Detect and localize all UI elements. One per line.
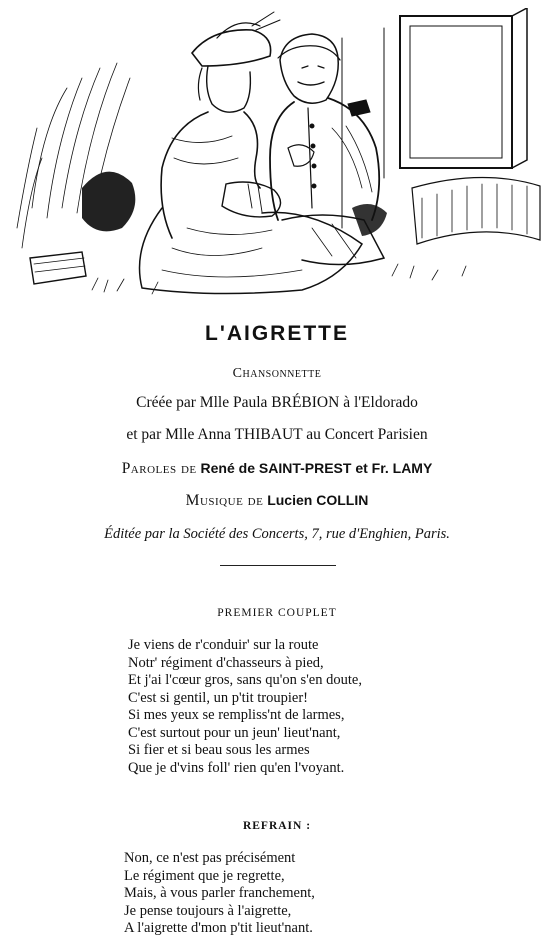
publisher-line: Éditée par la Société des Concerts, 7, rue d'Enghien, Paris. xyxy=(104,526,450,542)
lyricist-conjunction: et xyxy=(355,460,368,476)
verse-line: Je pense toujours à l'aigrette, xyxy=(124,902,292,919)
creation-suffix: au Concert Parisien xyxy=(306,426,428,443)
creation-line-eldorado xyxy=(0,394,554,412)
verse-line: Et j'ai l'cœur gros, sans qu'on s'en doute, xyxy=(128,672,362,688)
music-credit xyxy=(0,492,554,510)
performer-name: BRÉBION xyxy=(271,394,340,411)
lyrics-credit xyxy=(0,460,554,478)
verse-line: Si mes yeux se rempliss'nt de larmes, xyxy=(128,707,345,723)
performer-name: THIBAUT xyxy=(234,426,303,443)
creation-prefix: et par Mlle Anna xyxy=(126,426,231,443)
verse-line: Si fier et si beau sous les armes xyxy=(128,742,310,758)
composer-name: Lucien COLLIN xyxy=(267,492,369,508)
illustration-engraving xyxy=(12,8,542,300)
refrain-verse xyxy=(124,850,315,938)
verse-line: Mais, à vous parler franchement, xyxy=(124,885,315,901)
lyrics-label: Paroles de xyxy=(121,460,197,477)
verse-line: Non, ce n'est pas précisément xyxy=(124,850,296,866)
section-divider xyxy=(220,565,336,566)
refrain-heading: REFRAIN : xyxy=(242,820,312,832)
couplet-heading: PREMIER COUPLET xyxy=(217,607,337,619)
music-label: Musique de xyxy=(185,492,264,509)
song-genre: Chansonnette xyxy=(232,366,322,381)
couplet-verse xyxy=(128,637,362,777)
creation-suffix: à l'Eldorado xyxy=(343,394,418,411)
verse-line: Notr' régiment d'chasseurs à pied, xyxy=(128,654,324,671)
lyricist-1: René de SAINT-PREST xyxy=(200,460,352,476)
verse-line: Le régiment que je regrette, xyxy=(124,867,285,884)
creation-prefix: Créée par Mlle Paula xyxy=(136,394,268,411)
verse-line: A l'aigrette d'mon p'tit lieut'nant. xyxy=(124,920,313,936)
verse-line: C'est si gentil, un p'tit troupier! xyxy=(128,689,309,706)
song-title: L'AIGRETTE xyxy=(205,322,349,345)
lyricist-2: Fr. LAMY xyxy=(371,460,433,476)
verse-line: C'est surtout pour un jeun' lieut'nant, xyxy=(128,724,341,741)
creation-line-concert-parisien xyxy=(0,426,554,444)
verse-line: Je viens de r'conduir' sur la route xyxy=(128,637,319,653)
verse-line: Que je d'vins foll' rien qu'en l'voyant. xyxy=(128,759,345,776)
